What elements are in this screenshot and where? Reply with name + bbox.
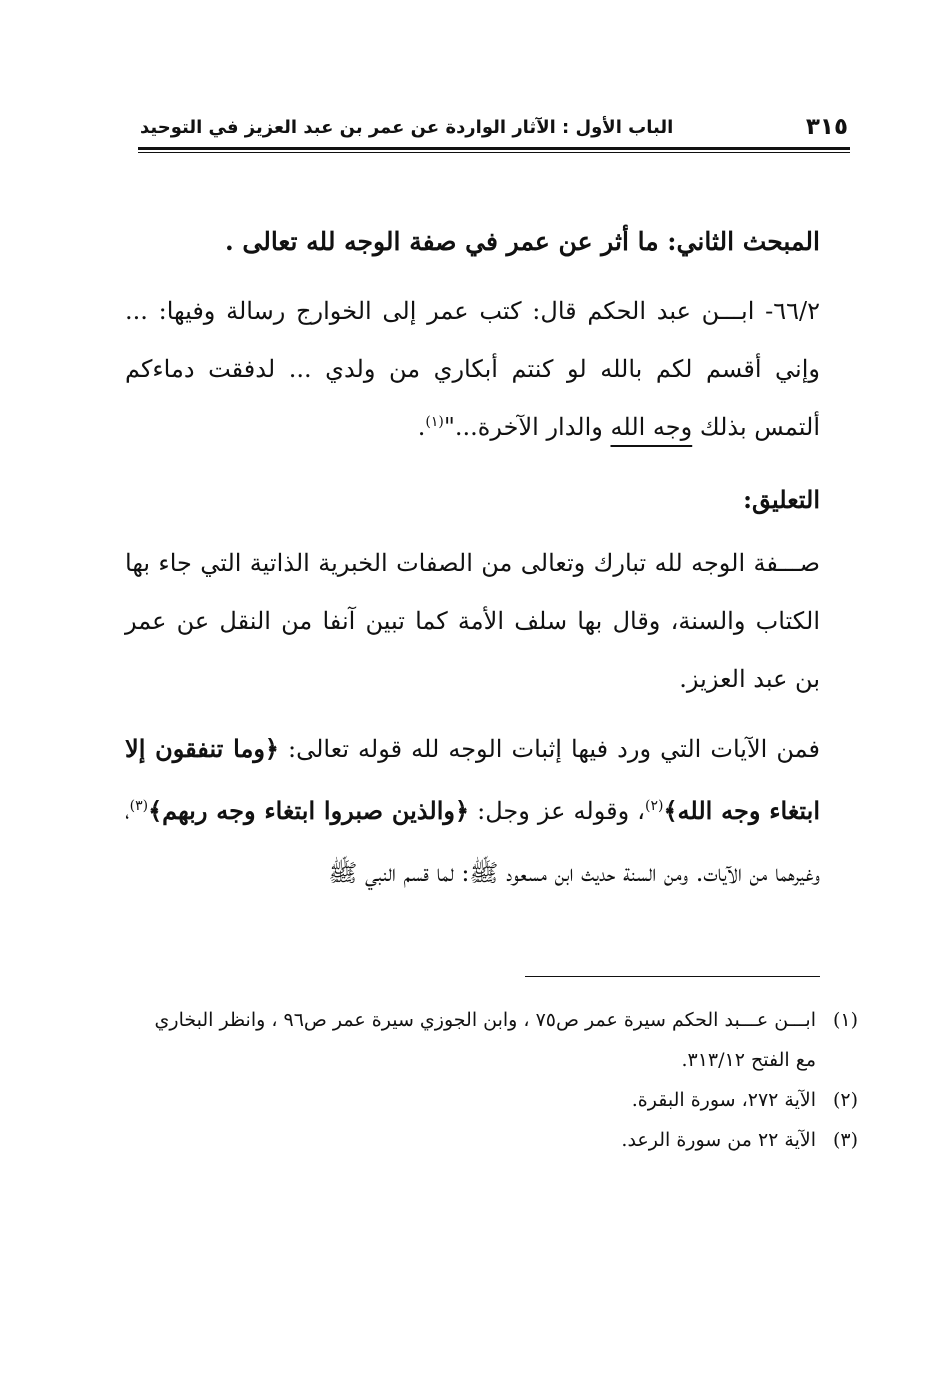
footnote-text: الآية ٢٢ من سورة الرعد. [621, 1129, 816, 1151]
athar-paragraph [125, 282, 820, 456]
footnote-text: الآية ٢٧٢، سورة البقرة. [631, 1089, 816, 1111]
footnotes [138, 1000, 858, 1160]
running-header [138, 112, 850, 146]
footnote-ref-3[interactable]: (٣) [129, 798, 149, 814]
athar-text: ٦٦/٢- ابـــن عبد الحكم قال: كتب عمر إلى الخوارج رسالة وفيها: ... وإني أقسم لكم بالله لو كنتم أبكاري من ولدي ... لدفقت دماءكم ألتمس بذلك [125, 297, 820, 441]
verses-paragraph [125, 718, 820, 904]
header-rule [138, 147, 850, 150]
verses-intro: فمن الآيات التي ورد فيها إثبات الوجه لله قوله تعالى: [278, 735, 820, 763]
quran-verse-2: ﴿والذين صبروا ابتغاء وجه ربهم﴾ [148, 796, 470, 825]
header-rule-thin [138, 152, 850, 153]
footnote-ref-1[interactable]: (١) [425, 414, 444, 430]
footnote-text: ابـــن عـــبد الحكم سيرة عمر ص٧٥ ، وابن الجوزي سيرة عمر ص٩٦ ، وانظر البخاري مع الفتح ٣١٣/١٢. [154, 1009, 816, 1071]
athar-text-end: والدار الآخرة..." [443, 413, 611, 441]
section-heading: المبحث الثاني: ما أثر عن عمر في صفة الوجه لله تعالى . [224, 227, 820, 256]
footnote-number: (١) [832, 1009, 858, 1031]
quran-verse-1: ﴿وما تنفقون إلا ابتغاء وجه الله﴾ [125, 734, 820, 825]
page-number: ٣١٥ [805, 114, 848, 140]
footnote-number: (٣) [832, 1129, 858, 1151]
verses-mid: ، وقوله عز وجل: [469, 797, 645, 825]
athar-end-mark: . [417, 413, 426, 441]
athar-underlined-phrase: وجه الله [610, 413, 693, 441]
verses-end: ، وغيرهما من الآيات. ومن السنة حديث ابن مسعود ﷺ: لما قسم النبي ﷺ [125, 797, 820, 887]
chapter-title: الباب الأول : الآثار الواردة عن عمر بن عبد العزيز في التوحيد [140, 117, 674, 138]
footnote-number: (٢) [832, 1089, 858, 1111]
footnote-ref-2[interactable]: (٢) [645, 798, 664, 814]
footnote-2 [138, 1080, 858, 1120]
commentary-label: التعليق: [743, 485, 820, 514]
footnote-1 [138, 1000, 858, 1080]
footnote-separator [525, 976, 820, 977]
footnote-3 [138, 1120, 858, 1160]
commentary-paragraph: صـــفة الوجه لله تبارك وتعالى من الصفات الخبرية الذاتية التي جاء بها الكتاب والسنة، وقال بها سلف الأمة كما تبين آنفا من النقل عن عمر بن عبد العزيز. [125, 549, 820, 693]
